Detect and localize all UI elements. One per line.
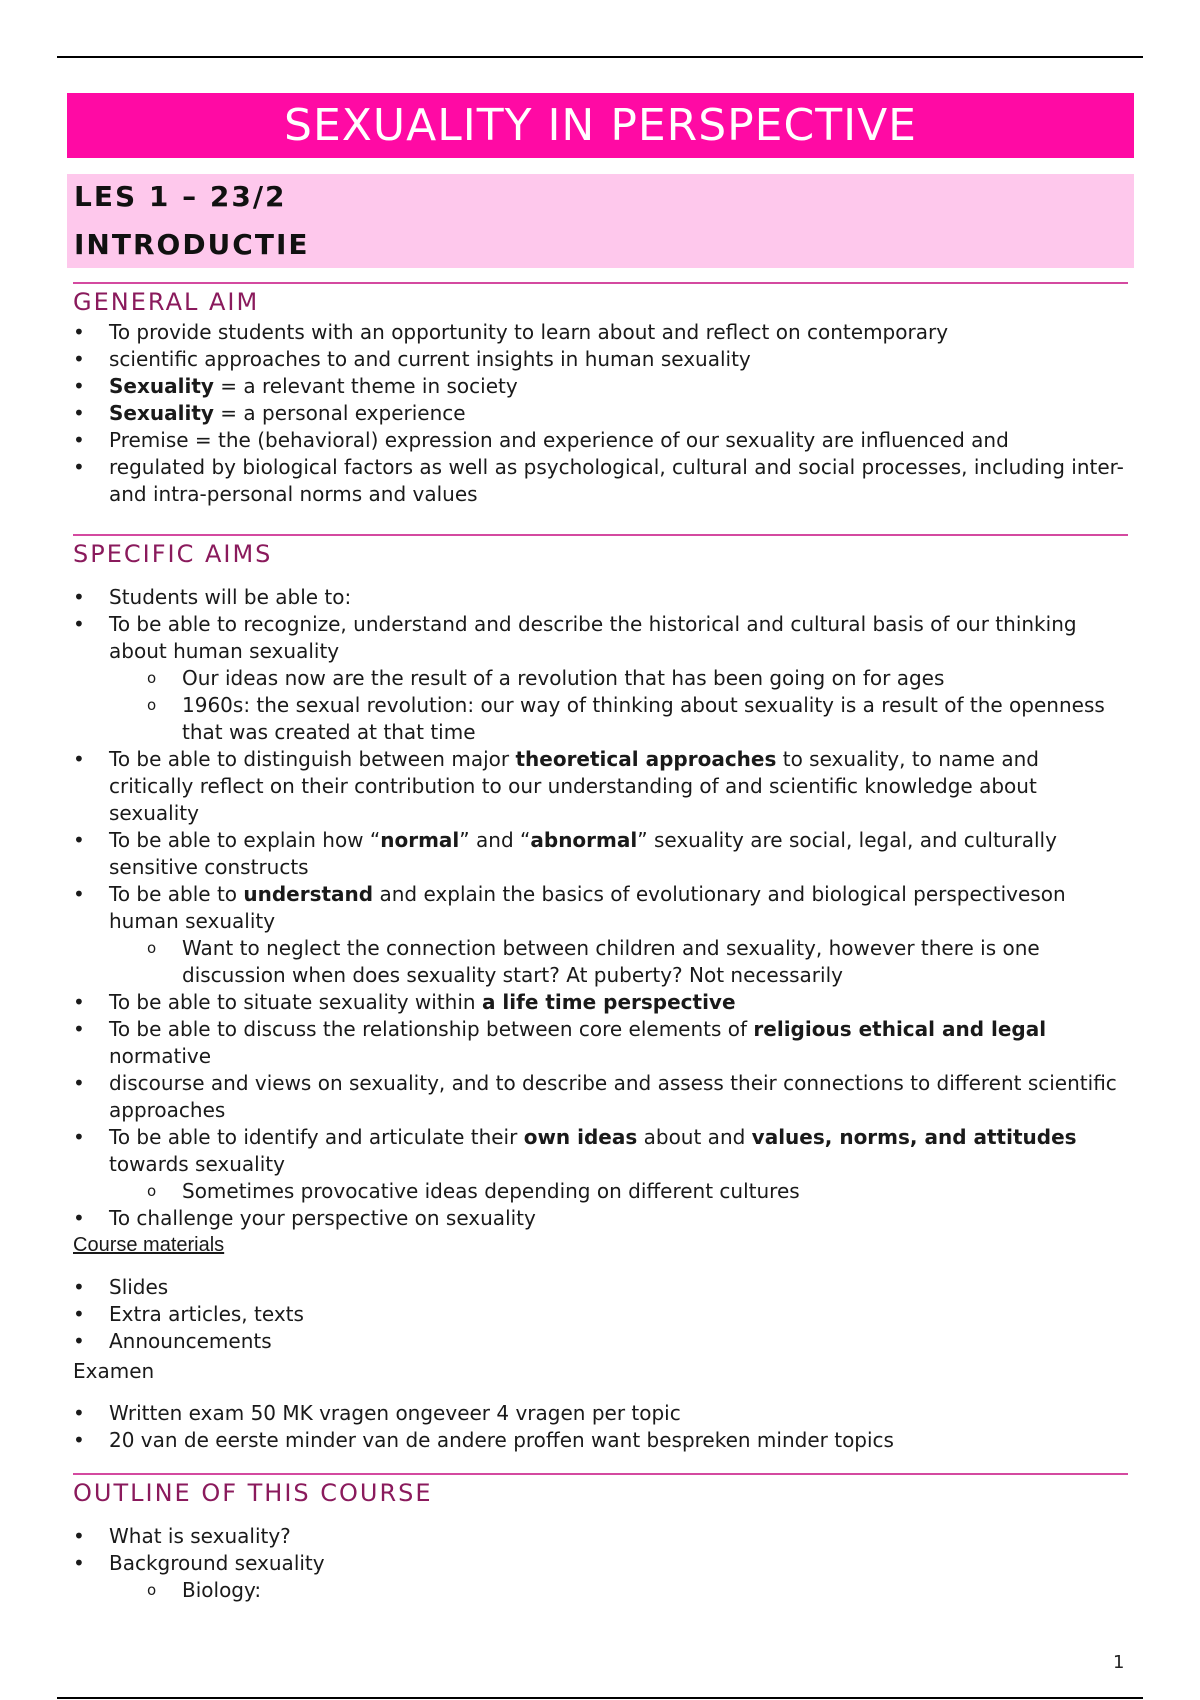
- sub-list-item: o Want to neglect the connection between children and sexuality, however there is one discussion when does sexuality start? At puberty? Not necessarily: [73, 935, 1128, 989]
- specific-aims-list: [73, 584, 1128, 1232]
- exam-list: [73, 1400, 1128, 1454]
- bold-term: abnormal: [530, 828, 638, 852]
- section-heading: SPECIFIC AIMS: [73, 540, 273, 568]
- item-text: = a relevant theme in society: [213, 374, 518, 398]
- list-item: • discourse and views on sexuality, and to describe and assess their connections to different scientific approaches: [73, 1070, 1128, 1124]
- list-item: • To be able to recognize, understand and describe the historical and cultural basis of our thinking about human sexuality: [73, 611, 1128, 665]
- list-item: • Announcements: [73, 1328, 1128, 1355]
- list-item: • 20 van de eerste minder van de andere proffen want bespreken minder topics: [73, 1427, 1128, 1454]
- document-title: SEXUALITY IN PERSPECTIVE: [67, 93, 1134, 158]
- sub-list-item: o Biology:: [73, 1577, 1128, 1604]
- bold-term: religious ethical and legal: [753, 1017, 1047, 1041]
- sub-list-item: o Sometimes provocative ideas depending on different cultures: [73, 1178, 1128, 1205]
- bold-term: normal: [380, 828, 460, 852]
- exam-label: Examen: [73, 1359, 155, 1383]
- list-item: • Extra articles, texts: [73, 1301, 1128, 1328]
- list-item: • scientific approaches to and current insights in human sexuality: [73, 346, 1128, 373]
- bold-term: own ideas: [523, 1125, 638, 1149]
- bold-term: theoretical approaches: [515, 747, 777, 771]
- list-item: • To be able to understand and explain the basics of evolutionary and biological perspectiveson human sexuality: [73, 881, 1128, 935]
- section-heading: OUTLINE OF THIS COURSE: [73, 1479, 433, 1507]
- footer-rule: [57, 1697, 1143, 1699]
- outline-section: [73, 1473, 1128, 1604]
- section-divider: [73, 1473, 1128, 1475]
- outline-list: [73, 1523, 1128, 1604]
- section-divider: [73, 534, 1128, 536]
- lesson-header: [67, 174, 1134, 268]
- list-item: • What is sexuality?: [73, 1523, 1128, 1550]
- bold-term: a life time perspective: [481, 990, 736, 1014]
- list-item: • To provide students with an opportunity to learn about and reflect on contemporary: [73, 319, 1128, 346]
- item-text: = a personal experience: [213, 401, 466, 425]
- list-item: • To be able to distinguish between major theoretical approaches to sexuality, to name and critically reflect on their contribution to our understanding of and scientific knowledge about sexuality: [73, 746, 1128, 827]
- list-item: • Slides: [73, 1274, 1128, 1301]
- specific-aims-section: [73, 534, 1128, 1454]
- bold-term: Sexuality: [109, 401, 214, 425]
- bold-term: Sexuality: [109, 374, 214, 398]
- course-materials-label: Course materials: [73, 1234, 225, 1256]
- list-item: • To be able to situate sexuality within a life time perspective: [73, 989, 1128, 1016]
- list-item: • To be able to identify and articulate their own ideas about and values, norms, and attitudes towards sexuality: [73, 1124, 1128, 1178]
- list-item: • regulated by biological factors as well as psychological, cultural and social processes, including inter- and intra-personal norms and values: [73, 454, 1128, 508]
- header-rule: [57, 56, 1143, 58]
- lesson-number: LES 1 – 23/2: [74, 180, 287, 213]
- general-aim-section: [73, 282, 1128, 508]
- list-item: • Premise = the (behavioral) expression and experience of our sexuality are influenced and: [73, 427, 1128, 454]
- sub-list-item: o 1960s: the sexual revolution: our way of thinking about sexuality is a result of the openness that was created at that time: [73, 692, 1128, 746]
- bold-term: values, norms, and attitudes: [751, 1125, 1077, 1149]
- general-aim-list: [73, 319, 1128, 508]
- list-item: [73, 373, 1128, 400]
- list-item: [73, 400, 1128, 427]
- list-item: • Background sexuality: [73, 1550, 1128, 1577]
- list-item: • To be able to explain how “normal” and “abnormal” sexuality are social, legal, and culturally sensitive constructs: [73, 827, 1128, 881]
- list-item: • Students will be able to:: [73, 584, 1128, 611]
- sub-list-item: o Our ideas now are the result of a revolution that has been going on for ages: [73, 665, 1128, 692]
- list-item: • To challenge your perspective on sexuality: [73, 1205, 1128, 1232]
- course-materials-list: [73, 1274, 1128, 1355]
- list-item: • To be able to discuss the relationship between core elements of religious ethical and legal normative: [73, 1016, 1128, 1070]
- section-divider: [73, 282, 1128, 284]
- lesson-topic: INTRODUCTIE: [74, 228, 310, 261]
- section-heading: GENERAL AIM: [73, 288, 260, 316]
- bold-term: understand: [243, 882, 374, 906]
- list-item: • Written exam 50 MK vragen ongeveer 4 vragen per topic: [73, 1400, 1128, 1427]
- page-number: 1: [1113, 1652, 1125, 1673]
